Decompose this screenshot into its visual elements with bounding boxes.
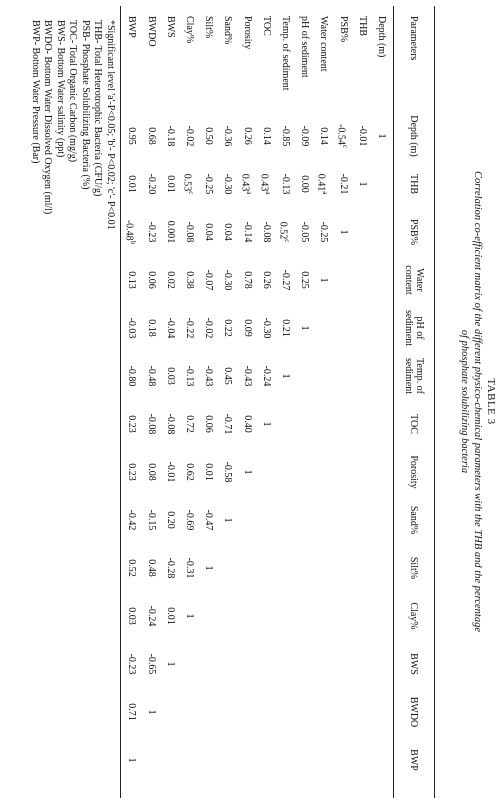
table-cell: -0.30	[260, 317, 272, 339]
table-cell: 1	[184, 613, 195, 619]
table-cell: -0.27	[280, 269, 291, 291]
table-cell: 0.43$^a$	[258, 173, 272, 195]
table-cell: -0.23	[126, 653, 138, 675]
table-cell: -0.20	[145, 173, 157, 195]
table-cell: 0.38	[184, 271, 195, 289]
table-cell: -0.13	[280, 173, 291, 195]
table-cell: -0.36	[222, 125, 234, 147]
table-cell: -0.02	[184, 125, 195, 147]
table-cell: -0.48	[145, 365, 157, 387]
table-cell: 0.68	[145, 127, 157, 145]
table-cell: 0.02	[164, 271, 176, 289]
table-cell: 0.26	[260, 271, 272, 289]
table-cell: 0.23	[126, 463, 138, 481]
col-header-toc: TOC	[408, 414, 420, 434]
row-label-depth-m: Depth (m)	[376, 16, 387, 58]
table-cell: -0.48$^b$	[124, 219, 138, 245]
table-cell: 1	[337, 229, 349, 235]
table-cell: -0.09	[299, 125, 311, 147]
table-cell: -0.04	[164, 317, 176, 339]
table-cell: 0.00	[299, 175, 311, 193]
table-cell: -0.28	[164, 557, 176, 579]
table-cell: -0.13	[184, 365, 195, 387]
table-cell: -0.01	[356, 125, 368, 147]
table-cell: -0.30	[222, 269, 234, 291]
col-header-bws: BWS	[408, 653, 420, 675]
col-header-bwp: BWP	[408, 749, 420, 771]
table-cell: 0.26	[241, 127, 253, 145]
table-cell: 0.04	[222, 223, 234, 241]
table-cell: -0.30	[222, 173, 234, 195]
table-cell: -0.15	[145, 509, 157, 531]
footnote-toc: TOC- Total Organic Carbon (mg/g)	[67, 20, 79, 163]
table-title-line-2: of phosphate solubilizing bacteria	[459, 329, 470, 474]
footnote-bws: BWS- Bottom Water salinity (ppt)	[55, 20, 66, 158]
table-cell: 0.48	[145, 559, 157, 577]
table-cell: -0.14	[241, 221, 253, 243]
table-cell: 0.04	[203, 223, 215, 241]
table-cell: -0.80	[126, 365, 138, 387]
table-title	[458, 0, 484, 803]
table-cell: 0.41$^a$	[316, 173, 330, 195]
table-cell: 1	[164, 661, 176, 667]
table-cell: 0.06	[145, 271, 157, 289]
table-cell: 1	[280, 373, 291, 379]
table-cell: 0.50	[203, 127, 215, 145]
table-cell: 0.08	[145, 463, 157, 481]
table-cell: -0.07	[203, 269, 215, 291]
table-cell: 0.95	[126, 127, 138, 145]
table-top-rule	[434, 6, 435, 798]
table-cell: 1	[356, 181, 368, 187]
table-cell: -0.03	[126, 317, 138, 339]
col-header-psb: PSB%	[408, 218, 420, 246]
table-cell: 0.01	[203, 463, 215, 481]
col-header-bwdo: BWDO	[408, 696, 420, 728]
row-label-water-content: Water content	[318, 16, 330, 72]
footnote-bwdo: BWDO- Bottom Water Dissolved Oxygen (ml/l)	[42, 20, 54, 215]
table-cell: 0.23	[126, 415, 138, 433]
table-cell: 0.13	[126, 271, 138, 289]
col-header-thb: THB	[408, 174, 420, 194]
col-header-sand: Sand%	[408, 505, 420, 535]
row-label-bws: BWS	[164, 16, 176, 38]
row-label-toc: TOC	[260, 16, 272, 36]
row-label-porosity: Porosity	[241, 16, 253, 50]
table-cell: -0.42	[126, 509, 138, 531]
table-cell: -0.22	[184, 317, 195, 339]
row-label-silt: Silt%	[203, 16, 215, 39]
table-cell: -0.08	[260, 221, 272, 243]
table-cell: 1	[203, 565, 215, 571]
table-cell: 0.45	[222, 367, 234, 385]
table-cell: 0.22	[222, 319, 234, 337]
col-header-parameters: Parameters	[408, 16, 420, 61]
col-header-depth-m: Depth (m)	[408, 115, 420, 157]
row-label-thb: THB	[356, 16, 368, 36]
footnotes	[29, 20, 117, 230]
table-cell: -0.54$^c$	[335, 124, 349, 148]
table-title-line-1: Correlation co-efficient matrix of the different physico-chemical parameters with the THB and the percentage	[472, 170, 483, 633]
table-cell: 0.03	[164, 367, 176, 385]
table-cell: -0.25	[203, 173, 215, 195]
table-cell: 1	[241, 469, 253, 475]
row-label-ph-of-sediment: pH of sediment	[299, 16, 311, 78]
table-cell: -0.65	[145, 653, 157, 675]
row-label-clay: Clay%	[184, 16, 195, 44]
table-cell: -0.08	[184, 221, 195, 243]
table-cell: -0.02	[203, 317, 215, 339]
table-cell: -0.71	[222, 413, 234, 435]
table-cell: 0.53$^c$	[181, 173, 195, 195]
table-cell: -0.25	[318, 221, 330, 243]
table-cell: -0.21	[337, 173, 349, 195]
col-header-ph-of-sediment: pH of sediment	[403, 309, 425, 347]
table-cell: 0.71	[126, 703, 138, 721]
footnote-bwp: BWP- Bottom Water Pressure (Bar)	[30, 20, 41, 164]
table-cell: -0.43	[203, 365, 215, 387]
col-header-water-content: Water content	[403, 265, 425, 295]
table-cell: 1	[260, 421, 272, 427]
table-cell: 0.52$^c$	[277, 221, 291, 243]
table-cell: 1	[318, 277, 330, 283]
table-cell: -0.08	[164, 413, 176, 435]
table-cell: 1	[376, 133, 387, 139]
table-cell: 0.09	[241, 319, 253, 337]
table-cell: 0.21	[280, 319, 291, 337]
table-cell: 0.25	[299, 271, 311, 289]
table-cell: -0.47	[203, 509, 215, 531]
table-number: TABLE 3	[485, 378, 497, 425]
table-cell: -0.08	[145, 413, 157, 435]
row-label-bwdo: BWDO	[145, 16, 157, 47]
table-cell: 0.20	[164, 511, 176, 529]
row-label-bwp: BWP	[126, 16, 138, 38]
row-label-temp-of-sediment: Temp. of sediment	[280, 16, 291, 91]
table-cell: -0.31	[184, 557, 195, 579]
col-header-temp-of-sediment: Temp. of sediment	[403, 357, 425, 395]
table-cell: 1	[222, 517, 234, 523]
table-cell: -0.23	[145, 221, 157, 243]
table-cell: -0.69	[184, 509, 195, 531]
table-cell: 0.14	[318, 127, 330, 145]
col-header-clay: Clay%	[408, 602, 420, 630]
table-cell: -0.24	[260, 365, 272, 387]
table-cell: -0.18	[164, 125, 176, 147]
table-cell: -0.01	[164, 461, 176, 483]
footnote-psb: PSB- Phosphate Solubilizing Bacteria (%)	[80, 20, 91, 190]
table-cell: -0.85	[280, 125, 291, 147]
row-label-psb: PSB%	[337, 16, 349, 43]
table-cell: 0.62	[184, 463, 195, 481]
table-cell: -0.05	[299, 221, 311, 243]
col-header-silt: Silt%	[408, 556, 420, 580]
table-cell: 0.40	[241, 415, 253, 433]
table-cell: 0.06	[203, 415, 215, 433]
table-cell: 0.18	[145, 319, 157, 337]
row-label-sand: Sand%	[222, 16, 234, 45]
table-cell: 0.14	[260, 127, 272, 145]
table-header-rule	[393, 6, 394, 798]
footnote-significance: *Significant level 'a'-P<0.05; 'b'- P<0.02; 'c'- P<0.01	[105, 20, 116, 230]
table-cell: 0.001	[164, 220, 176, 244]
table-cell: 0.03	[126, 607, 138, 625]
table-cell: 1	[145, 709, 157, 715]
table-cell: -0.43	[241, 365, 253, 387]
table-cell: 0.01	[126, 175, 138, 193]
table-cell: 0.52	[126, 559, 138, 577]
col-header-porosity: Porosity	[408, 455, 420, 489]
table-bottom-rule	[120, 6, 121, 798]
table-cell: 1	[299, 325, 311, 331]
table-cell: 0.43$^a$	[239, 173, 253, 195]
footnote-thb: THB- Total Heterotrophic Bacteria (CFU/g)	[92, 20, 104, 197]
table-cell: 0.01	[164, 175, 176, 193]
table-cell: 0.78	[241, 271, 253, 289]
table-cell: -0.58	[222, 461, 234, 483]
table-cell: 0.72	[184, 415, 195, 433]
table-cell: -0.24	[145, 605, 157, 627]
table-cell: 0.01	[164, 607, 176, 625]
table-cell: 1	[126, 757, 138, 763]
